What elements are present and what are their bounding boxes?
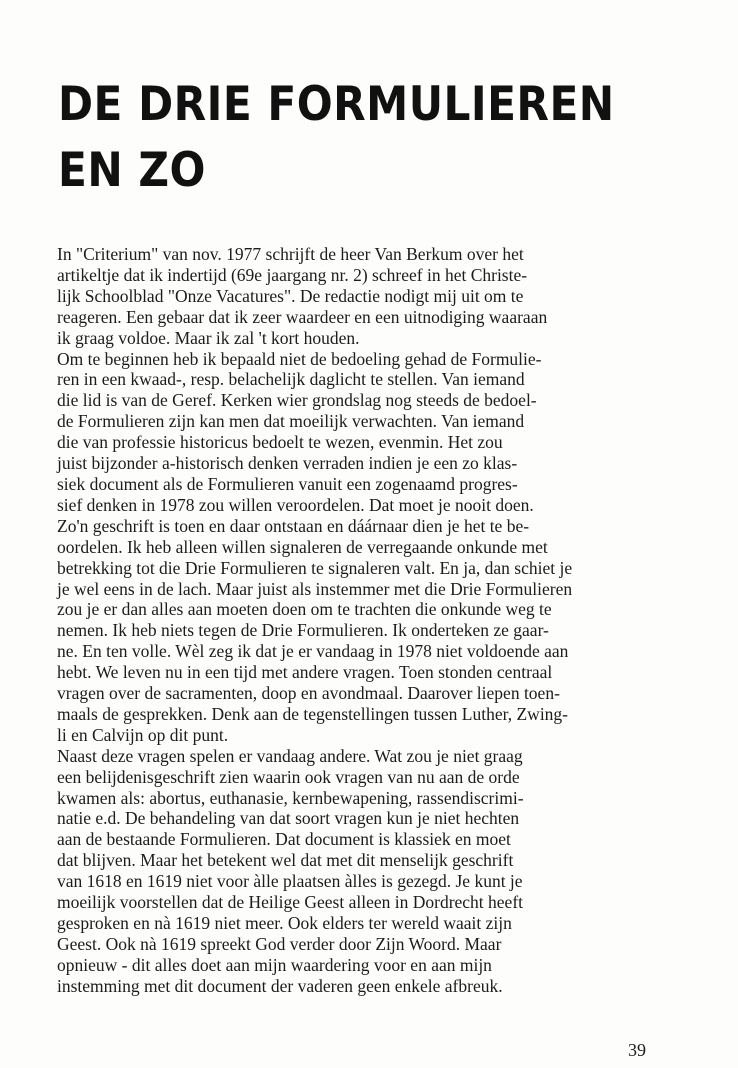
article-body — [57, 244, 729, 997]
body-text-line: li en Calvijn op dit punt. — [57, 724, 229, 745]
body-text-line: Om te beginnen heb ik bepaald niet de bedoeling gehad de Formulie- — [57, 348, 542, 369]
body-text-line: gesproken en nà 1619 niet meer. Ook elders ter wereld waait zijn — [57, 913, 512, 933]
body-text-line: maals de gesprekken. Denk aan de tegenstellingen tussen Luther, Zwing- — [57, 703, 569, 724]
body-text-line: artikeltje dat ik indertijd (69e jaargang nr. 2) schreef in het Christe- — [57, 264, 528, 285]
body-text-line: dat blijven. Maar het betekent wel dat met dit menselijk geschrift — [57, 850, 514, 871]
body-text-line: ne. En ten volle. Wèl zeg ik dat je er vandaag in 1978 niet voldoende aan — [57, 641, 569, 662]
body-text-line: juist bijzonder a-historisch denken verraden indien je een zo klas- — [57, 453, 518, 474]
body-text-line: betrekking tot die Drie Formulieren te signaleren valt. En ja, dan schiet je — [57, 557, 573, 578]
body-text-line: je wel eens in de lach. Maar juist als instemmer met die Drie Formulieren — [57, 578, 573, 599]
body-text-line: ren in een kwaad-, resp. belachelijk daglicht te stellen. Van iemand — [57, 369, 525, 390]
body-text-line: In "Criterium" van nov. 1977 schrijft de heer Van Berkum over het — [57, 244, 524, 264]
body-text-line: hebt. We leven nu in een tijd met andere vragen. Toen stonden centraal — [57, 662, 553, 683]
article-title-line-1: DE DRIE FORMULIEREN — [58, 77, 615, 132]
body-text-line: natie e.d. De behandeling van dat soort vragen kun je niet hechten — [57, 808, 520, 829]
body-text-line: een belijdenisgeschrift zien waarin ook vragen van nu aan de orde — [57, 766, 520, 787]
body-text-line: zou je er dan alles aan moeten doen om te trachten die onkunde weg te — [57, 599, 552, 620]
body-text-line: de Formulieren zijn kan men dat moeilijk verwachten. Van iemand — [57, 411, 525, 432]
body-text-line: lijk Schoolblad "Onze Vacatures". De redactie nodigt mij uit om te — [57, 285, 524, 306]
body-text-line: instemming met dit document der vaderen geen enkele afbreuk. — [57, 975, 503, 996]
body-text-line: Naast deze vragen spelen er vandaag andere. Wat zou je niet graag — [57, 745, 523, 766]
body-text-line: aan de bestaande Formulieren. Dat document is klassiek en moet — [57, 829, 511, 850]
body-text-line: oordelen. Ik heb alleen willen signaleren de verregaande onkunde met — [57, 536, 548, 557]
body-text-line: moeilijk voorstellen dat de Heilige Geest alleen in Dordrecht heeft — [57, 892, 524, 913]
body-text-line: siek document als de Formulieren vanuit een zogenaamd progres- — [57, 473, 518, 494]
body-text-line: die lid is van de Geref. Kerken wier grondslag nog steeds de bedoel- — [57, 390, 537, 411]
body-text-line: Geest. Ook nà 1619 spreekt God verder door Zijn Woord. Maar — [57, 933, 502, 954]
body-text-line: opnieuw - dit alles doet aan mijn waardering voor en aan mijn — [57, 954, 492, 975]
body-text-line: die van professie historicus bedoelt te wezen, evenmin. Het zou — [57, 432, 503, 453]
body-text-line: kwamen als: abortus, euthanasie, kernbewapening, rassendiscrimi- — [57, 787, 524, 808]
body-text-line: Zo'n geschrift is toen en daar ontstaan en dáárnaar dien je het te be- — [57, 515, 530, 536]
article-title — [58, 72, 615, 204]
body-text-line: reageren. Een gebaar dat ik zeer waardeer en een uitnodiging waaraan — [57, 306, 548, 327]
body-text-line: vragen over de sacramenten, doop en avondmaal. Daarover liepen toen- — [57, 683, 560, 704]
body-text-line: nemen. Ik heb niets tegen de Drie Formulieren. Ik onderteken ze gaar- — [57, 620, 549, 641]
body-text-line: sief denken in 1978 zou willen veroordelen. Dat moet je nooit doen. — [57, 494, 534, 515]
page-number: 39 — [628, 1040, 646, 1060]
body-text-line: ik graag voldoe. Maar ik zal 't kort houden. — [57, 327, 360, 348]
article-title-line-2: EN ZO — [58, 143, 206, 198]
body-text-line: van 1618 en 1619 niet voor àlle plaatsen àlles is gezegd. Je kunt je — [57, 871, 523, 892]
